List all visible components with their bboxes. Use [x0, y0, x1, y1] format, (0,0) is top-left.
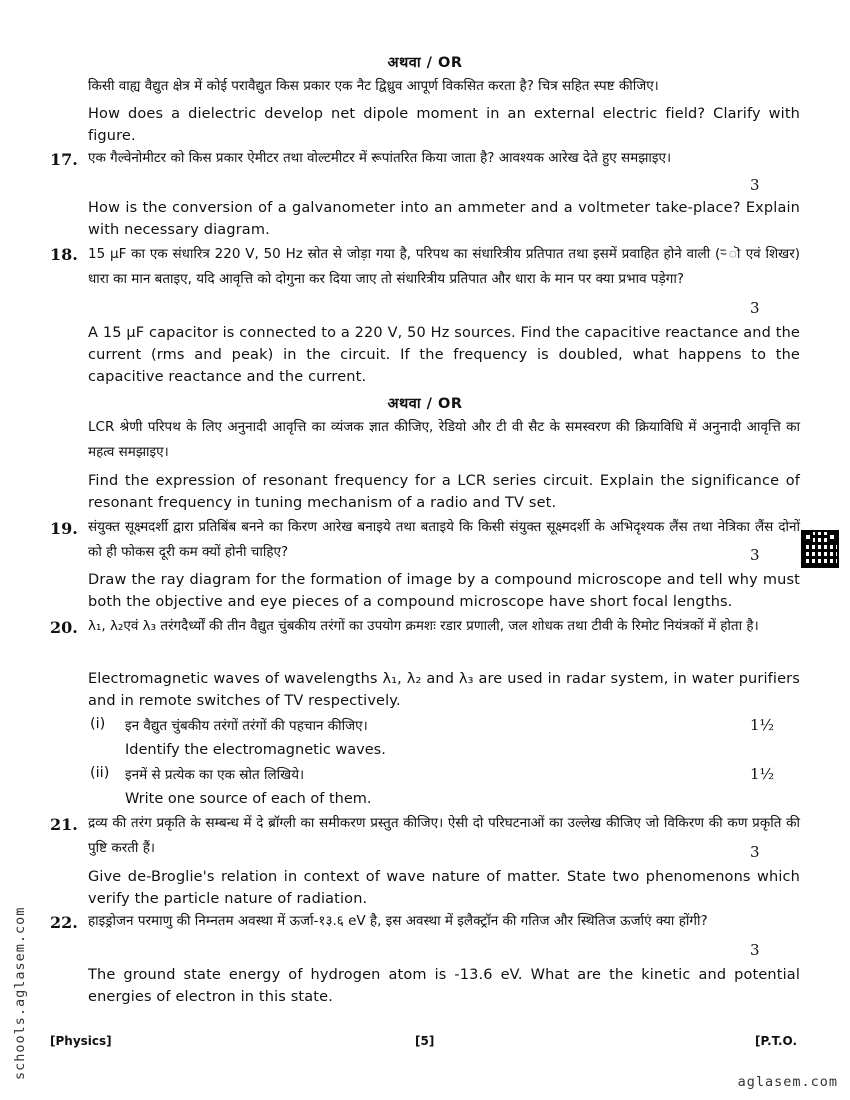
question-22-marks: 3: [750, 941, 760, 959]
or-block-2-english: Find the expression of resonant frequency for a LCR series circuit. Explain the significance of resonant frequency in tuning mechanism of a radio and TV set.: [88, 473, 800, 511]
or-block-1-english: How does a dielectric develop net dipole moment in an external electric field? Clarify with figure.: [88, 106, 800, 144]
question-22-number: 22.: [50, 913, 78, 932]
side-watermark: schools.aglasem.com: [12, 906, 28, 1080]
or-heading: अथवा / OR: [387, 396, 463, 412]
question-21-marks: 3: [750, 843, 760, 861]
question-20-part-marks: 1½: [750, 765, 775, 783]
question-17-number: 17.: [50, 150, 78, 169]
or-heading: अथवा / OR: [387, 55, 463, 71]
question-18-marks: 3: [750, 299, 760, 317]
or-block-2-hindi: LCR श्रेणी परिपथ के लिए अनुनादी आवृत्ति का व्यंजक ज्ञात कीजिए, रेडियो और टी वी सैट के समस्वरण की क्रियाविधि में अनुनादी आवृत्ति का महत्व समझाइए।: [88, 419, 800, 460]
question-19-hindi: संयुक्त सूक्ष्मदर्शी द्वारा प्रतिबिंब बनने का किरण आरेख बनाइये तथा बताइये कि किसी संयुक्त सूक्ष्मदर्शी के अभिदृश्यक लैंस तथा नेत्रिका लैंस दोनों को ही फोकस दूरी कम क्यों होनी चाहिए?: [88, 519, 800, 560]
question-20-part-english: Write one source of each of them.: [125, 791, 372, 807]
question-20-hindi: λ₁, λ₂एवं λ₃ तरंगदैर्ध्यों की तीन वैद्युत चुंबकीय तरंगों का उपयोग क्रमशः रडार प्रणाली, जल शोधक तथा टीवी के रिमोट नियंत्रकों में होता है।: [88, 618, 759, 634]
question-20-part-hindi: इनमें से प्रत्येक का एक स्रोत लिखिये।: [125, 767, 305, 783]
bottom-watermark: aglasem.com: [737, 1074, 838, 1090]
footer-page-number: [5]: [415, 1034, 435, 1048]
qr-code-icon: [801, 530, 839, 568]
question-22-hindi: हाइड्रोजन परमाणु की निम्नतम अवस्था में ऊर्जा-१३.६ eV है, इस अवस्था में इलैक्ट्रॉन की गतिज और स्थितिज ऊर्जाएं क्या होंगी?: [88, 913, 708, 929]
question-17-marks: 3: [750, 176, 760, 194]
question-22-english: The ground state energy of hydrogen atom is -13.6 eV. What are the kinetic and potential energies of electron in this state.: [88, 967, 800, 1005]
question-18-number: 18.: [50, 245, 78, 264]
question-19-english: Draw the ray diagram for the formation of image by a compound microscope and tell why must both the objective and eye pieces of a compound microscope have short focal lengths.: [88, 572, 800, 610]
question-18-hindi: 15 μF का एक संधारित्र 220 V, 50 Hz स्रोत से जोड़ा गया है, परिपथ का संधारित्रीय प्रतिपात तथा इसमें प्रवाहित होने वाली (र्‍ ॊ एवं शिखर) धारा का मान बताइए, यदि आवृत्ति को दोगुना कर दिया जाए तो संधारित्रीय प्रतिपात और धारा के मान पर क्या प्रभाव पड़ेगा?: [88, 246, 800, 287]
question-19-number: 19.: [50, 519, 78, 538]
question-17-english: How is the conversion of a galvanometer into an ammeter and a voltmeter take-place? Explain with necessary diagram.: [88, 200, 800, 238]
question-21-english: Give de-Broglie's relation in context of wave nature of matter. State two phenomenons which verify the particle nature of radiation.: [88, 869, 800, 907]
question-20-english: Electromagnetic waves of wavelengths λ₁, λ₂ and λ₃ are used in radar system, in water purifiers and in remote switches of TV respectively.: [88, 671, 800, 709]
question-20-part-english: Identify the electromagnetic waves.: [125, 742, 386, 758]
question-18-english: A 15 μF capacitor is connected to a 220 V, 50 Hz sources. Find the capacitive reactance and the current (rms and peak) in the circuit. If the frequency is doubled, what happens to the capacitive reactance and the current.: [88, 325, 800, 385]
question-20-part-label: (i): [90, 716, 106, 732]
question-20-part-marks: 1½: [750, 716, 775, 734]
question-19-marks: 3: [750, 546, 760, 564]
footer-subject: [Physics]: [50, 1034, 112, 1048]
question-21-hindi: द्रव्य की तरंग प्रकृति के सम्बन्ध में दे ब्रॉग्ली का समीकरण प्रस्तुत कीजिए। ऐसी दो परिघटनाओं का उल्लेख कीजिए जो विकिरण की कण प्रकृति की पुष्टि करती हैं।: [88, 815, 800, 856]
question-17-hindi: एक गैल्वेनोमीटर को किस प्रकार ऐमीटर तथा वोल्टमीटर में रूपांतरित किया जाता है? आवश्यक आरेख देते हुए समझाइए।: [88, 150, 672, 166]
footer-pto: [P.T.O.: [755, 1034, 798, 1048]
question-21-number: 21.: [50, 815, 78, 834]
question-20-part-hindi: इन वैद्युत चुंबकीय तरंगों तरंगों की पहचान कीजिए।: [125, 718, 368, 734]
question-20-number: 20.: [50, 618, 78, 637]
question-20-part-label: (ii): [90, 765, 110, 781]
or-block-1-hindi: किसी वाह्य वैद्युत क्षेत्र में कोई परावैद्युत किस प्रकार एक नैट द्विध्रुव आपूर्ण विकसित करता है? चित्र सहित स्पष्ट कीजिए।: [88, 78, 659, 94]
